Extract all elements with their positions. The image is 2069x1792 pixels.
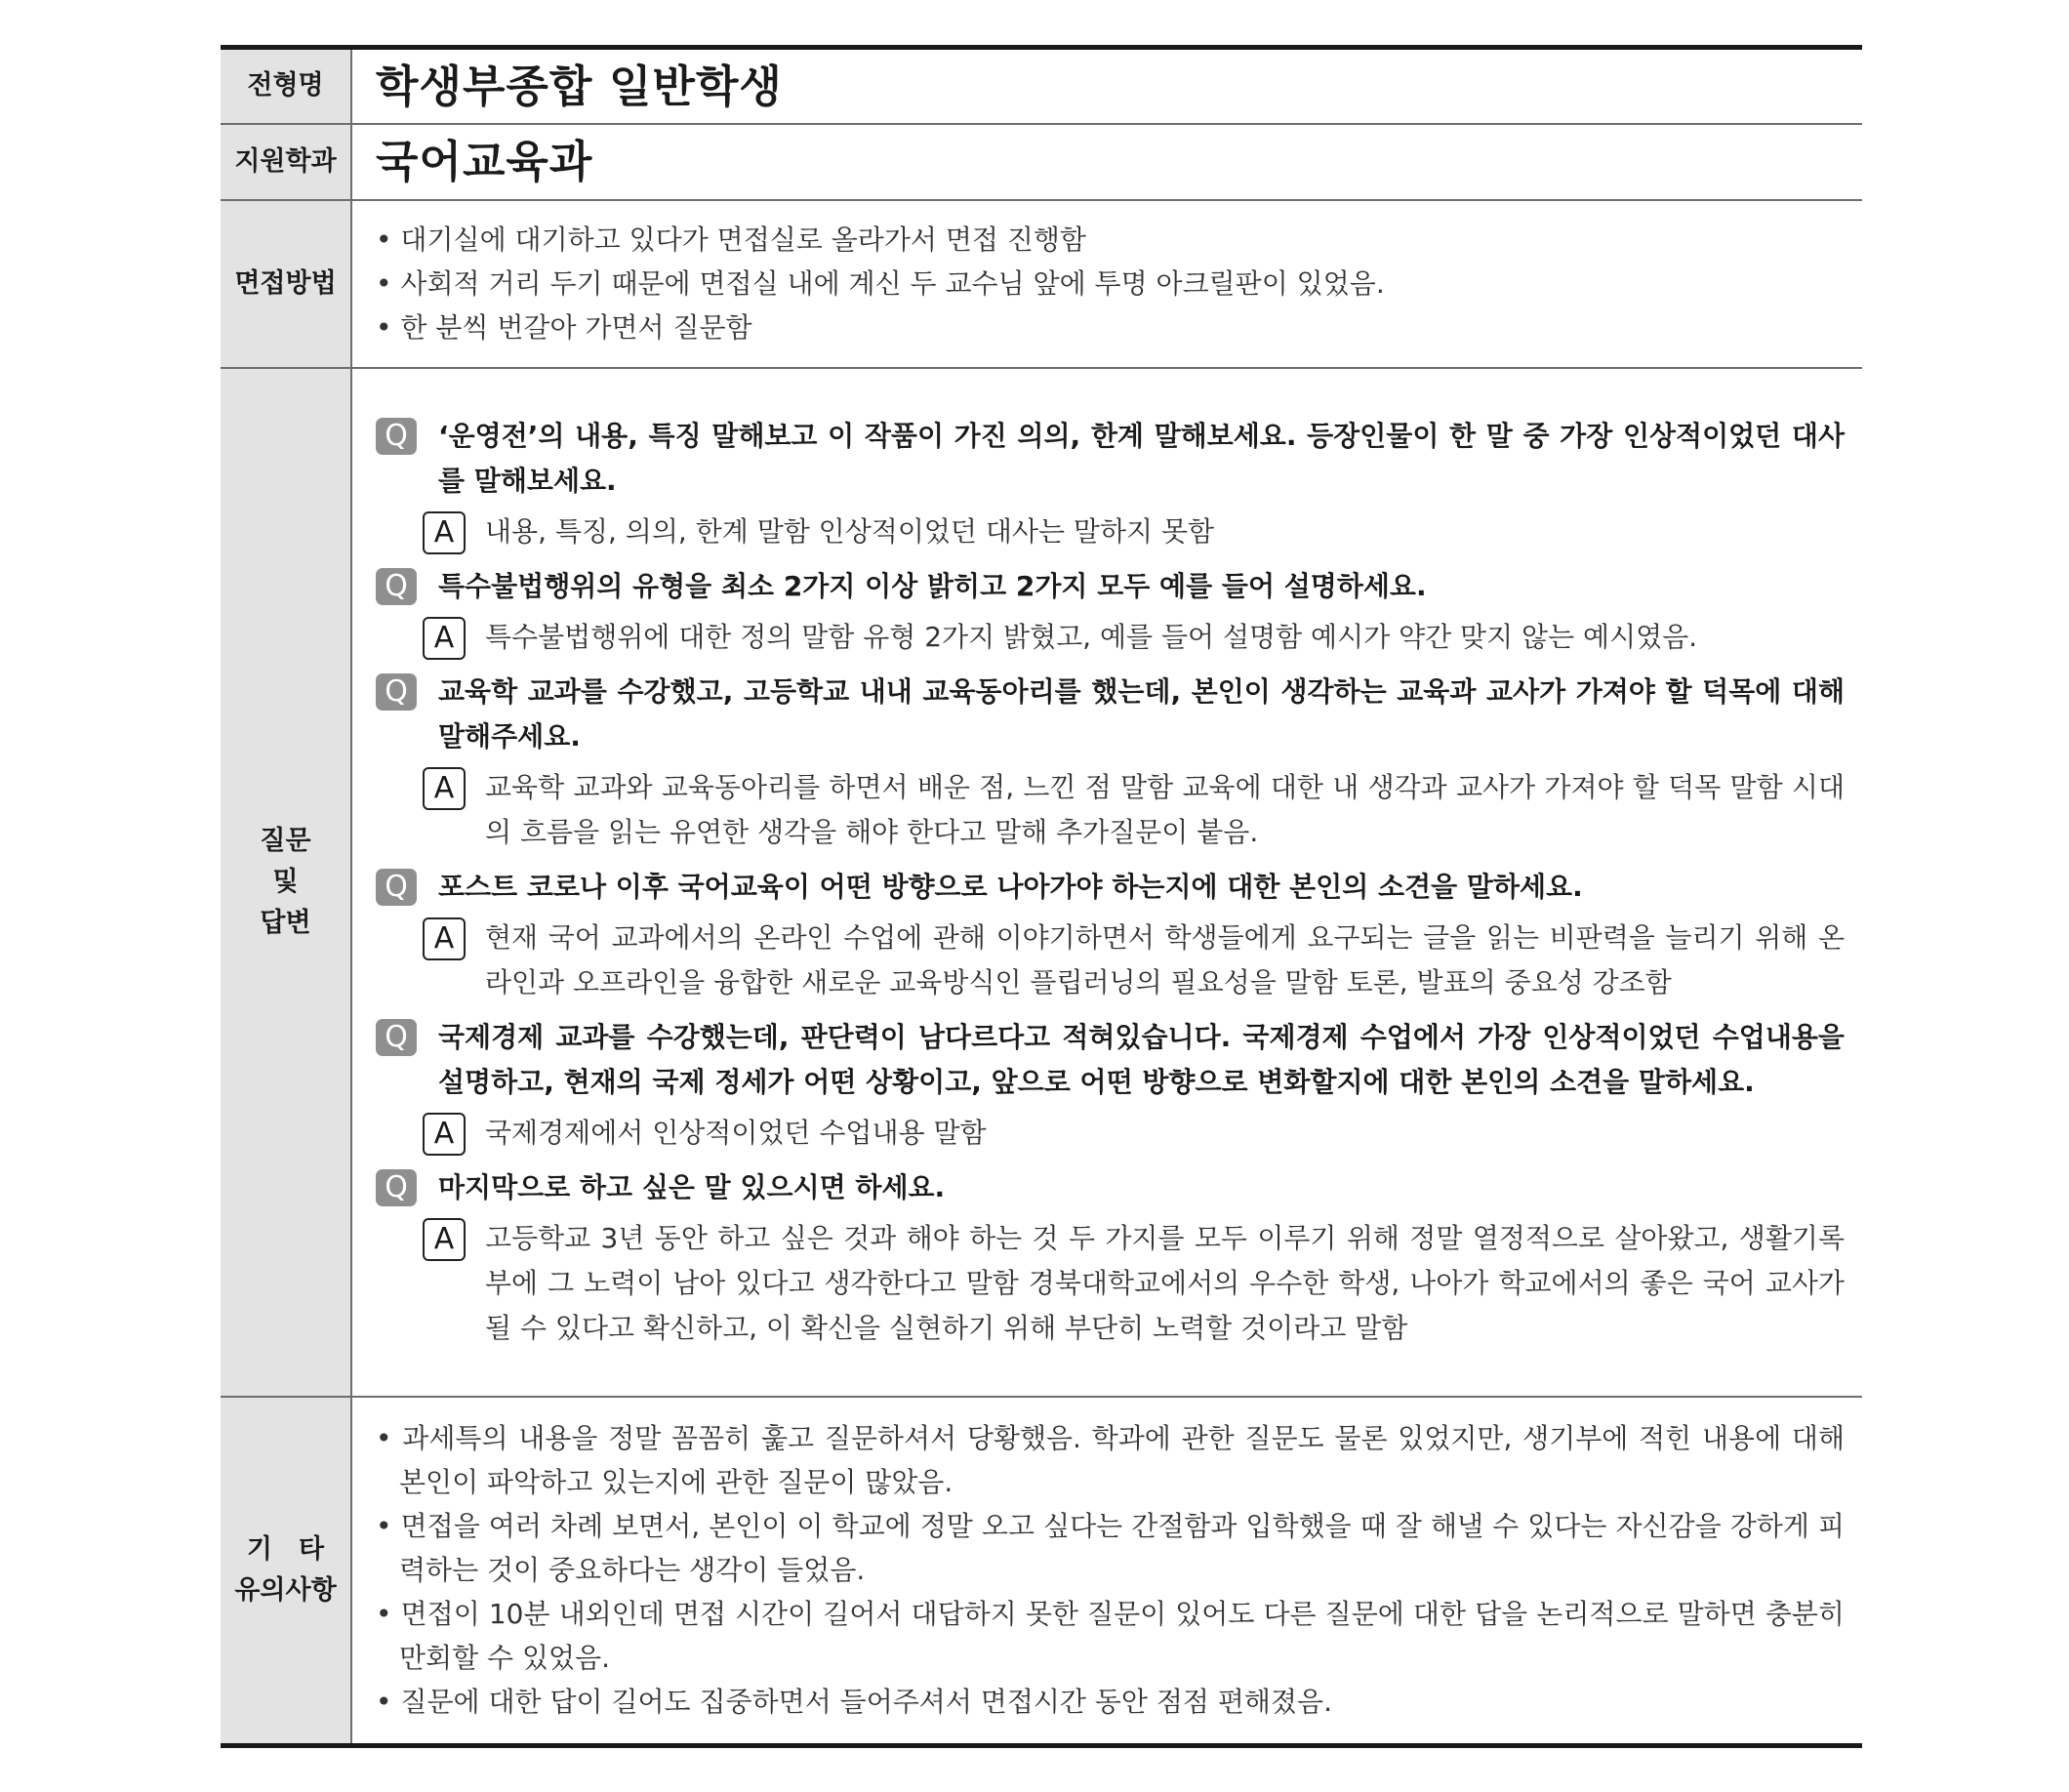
- label-interview-method: 면접방법: [221, 200, 351, 368]
- question-4: [376, 865, 1845, 910]
- answer-text: 특수불법행위에 대한 정의 말함 유형 2가지 밝혔고, 예를 들어 설명함 예시가 약간 맞지 않는 예시였음.: [485, 620, 1698, 653]
- question-icon: Q: [376, 673, 417, 711]
- interview-report-table: [221, 45, 1862, 1748]
- answer-4: [423, 916, 1845, 1005]
- question-text: 국제경제 교과를 수강했는데, 판단력이 남다르다고 적혀있습니다. 국제경제 수업에서 가장 인상적이었던 수업내용을 설명하고, 현재의 국제 정세가 어떤 상황이고, 앞으로 어떤 방향으로 변화할지에 대한 본인의 소견을 말하세요.: [438, 1020, 1845, 1098]
- answer-icon: A: [423, 1218, 466, 1261]
- question-icon: Q: [376, 418, 417, 455]
- label-notes: [221, 1397, 351, 1746]
- answer-icon: A: [423, 617, 466, 660]
- question-2: [376, 564, 1845, 609]
- value-department: [351, 124, 1862, 200]
- question-text: 교육학 교과를 수강했고, 고등학교 내내 교육동아리를 했는데, 본인이 생각하는 교육과 교사가 가져야 할 덕목에 대해 말해주세요.: [438, 674, 1845, 753]
- answer-icon: A: [423, 1113, 466, 1156]
- label-qa-line: 질문: [260, 825, 311, 856]
- label-notes-line: 기 타: [246, 1533, 325, 1565]
- label-qa-line: 및: [272, 866, 299, 897]
- answer-text: 교육학 교과와 교육동아리를 하면서 배운 점, 느낀 점 말함 교육에 대한 내 생각과 교사가 가져야 할 덕목 말함 시대의 흐름을 읽는 유연한 생각을 해야 한다고 말해 추가질문이 붙음.: [485, 770, 1845, 848]
- row-admission-type: [221, 48, 1862, 124]
- question-icon: Q: [376, 1169, 417, 1206]
- answer-text: 국제경제에서 인상적이었던 수업내용 말함: [485, 1116, 987, 1149]
- question-5: [376, 1015, 1845, 1105]
- note-item: • 질문에 대한 답이 길어도 집중하면서 들어주셔서 면접시간 동안 점점 편해졌음.: [376, 1680, 1845, 1724]
- note-item: • 과세특의 내용을 정말 꼼꼼히 훑고 질문하셔서 당황했음. 학과에 관한 질문도 물론 있었지만, 생기부에 적힌 내용에 대해 본인이 파악하고 있는지에 관한 질문이 많았음.: [376, 1416, 1845, 1504]
- question-text: 마지막으로 하고 싶은 말 있으시면 하세요.: [438, 1170, 946, 1203]
- row-notes: [221, 1397, 1862, 1746]
- answer-text: 현재 국어 교과에서의 온라인 수업에 관해 이야기하면서 학생들에게 요구되는 글을 읽는 비판력을 늘리기 위해 온라인과 오프라인을 융합한 새로운 교육방식인 플립러닝의 필요성을 말함 토론, 발표의 중요성 강조함: [485, 920, 1845, 998]
- question-text: ‘운영전’의 내용, 특징 말해보고 이 작품이 가진 의의, 한계 말해보세요. 등장인물이 한 말 중 가장 인상적이었던 대사를 말해보세요.: [438, 419, 1845, 497]
- answer-icon: A: [423, 511, 466, 554]
- answer-icon: A: [423, 767, 466, 810]
- question-6: [376, 1165, 1845, 1210]
- answer-text: 내용, 특징, 의의, 한계 말함 인상적이었던 대사는 말하지 못함: [485, 514, 1215, 548]
- answer-1: [423, 509, 1845, 554]
- row-department: [221, 124, 1862, 200]
- label-qa-line: 답변: [260, 907, 311, 938]
- answer-2: [423, 615, 1845, 660]
- admission-type-text: 학생부종합 일반학생: [376, 60, 783, 112]
- note-item: • 면접을 여러 차례 보면서, 본인이 이 학교에 정말 오고 싶다는 간절함과 입학했을 때 잘 해낼 수 있다는 자신감을 강하게 피력하는 것이 중요하다는 생각이 들었음.: [376, 1504, 1845, 1592]
- answer-3: [423, 765, 1845, 855]
- question-icon: Q: [376, 869, 417, 906]
- answer-text: 고등학교 3년 동안 하고 싶은 것과 해야 하는 것 두 가지를 모두 이루기 위해 정말 열정적으로 살아왔고, 생활기록부에 그 노력이 남아 있다고 생각한다고 말함 경북대학교에서의 우수한 학생, 나아가 학교에서의 좋은 국어 교사가 될 수 있다고 확신하고, 이 확신을 실현하기 위해 부단히 노력할 것이라고 말함: [485, 1221, 1845, 1344]
- question-text: 포스트 코로나 이후 국어교육이 어떤 방향으로 나아가야 하는지에 대한 본인의 소견을 말하세요.: [438, 870, 1583, 903]
- question-icon: Q: [376, 1019, 417, 1056]
- answer-5: [423, 1111, 1845, 1156]
- interview-method-list: [351, 200, 1862, 368]
- question-icon: Q: [376, 568, 417, 605]
- label-admission-type: 전형명: [221, 48, 351, 124]
- notes-list: [351, 1397, 1862, 1746]
- answer-icon: A: [423, 917, 466, 960]
- question-text: 특수불법행위의 유형을 최소 2가지 이상 밝히고 2가지 모두 예를 들어 설명하세요.: [438, 569, 1427, 602]
- method-item: • 한 분씩 번갈아 가면서 질문함: [376, 305, 1845, 349]
- row-interview-method: [221, 200, 1862, 368]
- question-1: [376, 414, 1845, 504]
- method-item: • 사회적 거리 두기 때문에 면접실 내에 계신 두 교수님 앞에 투명 아크릴판이 있었음.: [376, 262, 1845, 305]
- qa-list: [351, 368, 1862, 1397]
- method-item: • 대기실에 대기하고 있다가 면접실로 올라가서 면접 진행함: [376, 218, 1845, 262]
- row-qa: [221, 368, 1862, 1397]
- label-department: 지원학과: [221, 124, 351, 200]
- note-item: • 면접이 10분 내외인데 면접 시간이 길어서 대답하지 못한 질문이 있어도 다른 질문에 대한 답을 논리적으로 말하면 충분히 만회할 수 있었음.: [376, 1592, 1845, 1680]
- question-3: [376, 670, 1845, 759]
- value-admission-type: [351, 48, 1862, 124]
- label-qa: [221, 368, 351, 1397]
- department-text: 국어교육과: [376, 136, 593, 187]
- answer-6: [423, 1216, 1845, 1351]
- label-notes-line: 유의사항: [234, 1574, 337, 1606]
